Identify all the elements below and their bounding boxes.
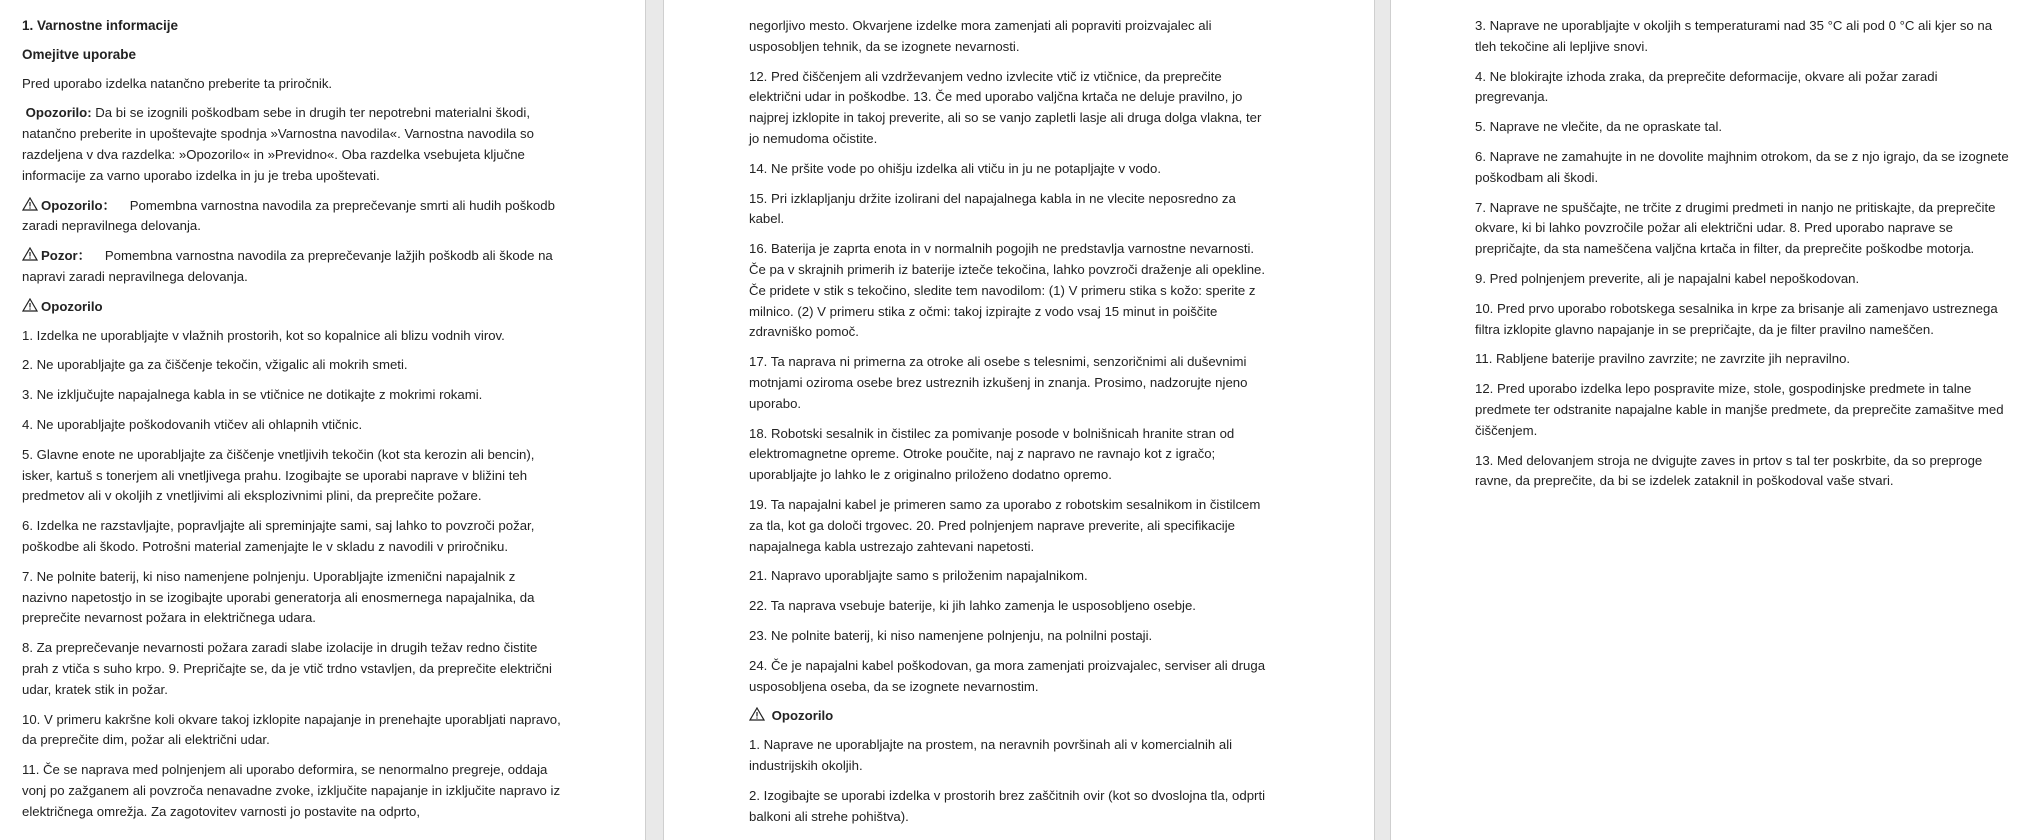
- page-1-column: [22, 16, 562, 832]
- list-item: 11. Rabljene baterije pravilno zavrzite; ne zavrzite jih nepravilno.: [1475, 351, 1851, 367]
- list-item: 1. Izdelka ne uporabljajte v vlažnih prostorih, kot so kopalnice ali blizu vodnih virov.: [22, 327, 505, 343]
- definition-warning: [22, 196, 562, 238]
- list-item: 8. Za preprečevanje nevarnosti požara zaradi slabe izolacije in drugih težav redno čistite prah z vtiča s suho krpo. 9. Prepričajte se, da je vtič trdno vstavljen, da preprečite električni udar, kratek stik in požar.: [22, 640, 552, 697]
- list-item: 18. Robotski sesalnik in čistilec za pomivanje posode v bolnišnicah hranite stran od elektromagnetne opreme. Otroke poučite, naj z napravo ne ravnajo kot z igračo; uporabljajte jo lahko le z originalno priloženo dodatno opremo.: [749, 425, 1235, 483]
- list-item: 6. Naprave ne zamahujte in ne dovolite majhnim otrokom, da se z njo igrajo, da se izognete poškodbam ali škodi.: [1475, 148, 2009, 185]
- subsection-title: Omejitve uporabe: [22, 46, 137, 62]
- page-3-column: [1475, 16, 2010, 501]
- list-item: 3. Naprave ne uporabljajte v okoljih s temperaturami nad 35 °C ali pod 0 °C ali kjer so na tleh tekočine ali lepljive snovi.: [1475, 18, 1993, 54]
- list-item: 13. Med delovanjem stroja ne dvigujte zaves in prtov s tal ter poskrbite, da so preproge ravne, da preprečite, da bi se izdelek zataknil in poškodoval vaše stvari.: [1475, 452, 1983, 489]
- warning-text: Da bi se izognili poškodbam sebe in drugih ter nepotrebni materialni škodi, natančno preberite in upoštevajte spodnja »Varnostna navodila«. Varnostna navodila so razdeljena v dva razdelka: »Opozorilo« in »Previdno«. Oba razdelka vsebujeta ključne informacije za varno uporabo izdelka in ju je treba upoštevati.: [22, 105, 534, 183]
- section-title: 1. Varnostne informacije: [22, 18, 179, 33]
- list-item: 9. Pred polnjenjem preverite, ali je napajalni kabel nepoškodovan.: [1475, 270, 1860, 286]
- definition-warning-text: Pomembna varnostna navodila za preprečevanje smrti ali hudih poškodb zaradi nepravilnega delovanja.: [22, 197, 555, 234]
- list-item: 10. Pred prvo uporabo robotskega sesalnika in krpe za brisanje ali zamenjavo ustreznega filtra izklopite glavno napajanje in se prepričajte, da je filter pravilno nameščen.: [1475, 300, 1998, 337]
- list-item: 6. Izdelka ne razstavljajte, popravljajte ali spreminjajte sami, saj lahko to povzroči požar, poškodbe ali škodo. Potrošni material zamenjajte le v skladu z navodili v priročniku.: [22, 518, 535, 554]
- page-2-column: [749, 16, 1269, 836]
- list-item: 11. Če se naprava med polnjenjem ali uporabo deformira, se nenormalno pregreje, oddaja vonj po zažganem ali povzroča nenavadne zvoke, izključite napajanje in izključite napravo iz električnega omrežja. Za zagotovitev varnosti jo postavite na odprto,: [22, 762, 561, 819]
- list-item: 2. Ne uporabljajte ga za čiščenje tekočin, vžigalic ali mokrih smeti.: [22, 357, 408, 373]
- warning-section-heading: Opozorilo: [749, 706, 1269, 727]
- document-page-2: [663, 0, 1375, 840]
- warning-triangle-icon: [22, 298, 38, 312]
- intro-paragraph: Pred uporabo izdelka natančno preberite ta priročnik.: [22, 75, 333, 91]
- warning-section-heading: Opozorilo: [22, 297, 562, 318]
- list-item: 4. Ne uporabljajte poškodovanih vtičev ali ohlapnih vtičnic.: [22, 416, 363, 432]
- list-item: 12. Pred čiščenjem ali vzdrževanjem vedno izvlecite vtič iz vtičnice, da preprečite električni udar in poškodbe. 13. Če med uporabo valjčna krtača ne deluje pravilno, jo najprej izklopite in takoj preverite, ali so se vanjo zapletli lasje ali druga dolga vlakna, ter jo nemudoma očistite.: [749, 68, 1262, 146]
- list-item: 5. Naprave ne vlečite, da ne opraskate tal.: [1475, 119, 1723, 135]
- list-item: 2. Izogibajte se uporabi izdelka v prostorih brez zaščitnih ovir (kot so dvoslojna tla, odprti balkoni ali strehe pohištva).: [749, 787, 1266, 824]
- list-item: 15. Pri izklapljanju držite izolirani del napajalnega kabla in ne vlecite neposredno za kabel.: [749, 190, 1236, 227]
- list-item: 22. Ta naprava vsebuje baterije, ki jih lahko zamenja le usposobljeno osebje.: [749, 598, 1196, 614]
- definition-caution-text: Pomembna varnostna navodila za preprečevanje lažjih poškodb ali škode na napravi zaradi nepravilnega delovanja.: [22, 248, 553, 284]
- list-item: 7. Naprave ne spuščajte, ne trčite z drugimi predmeti in nanjo ne pritiskajte, da preprečite okvare, ki bi lahko povzročile požar ali električni udar. 8. Pred uporabo naprave se prepričajte, da sta nameščena valjčna krtača in filter, da preprečite poškodbe motorja.: [1475, 199, 1996, 257]
- list-item: 7. Ne polnite baterij, ki niso namenjene polnjenju. Uporabljajte izmenični napajalnik z nazivno napetostjo in se izogibajte uporabi generatorja ali enosmernega napajalnika, da preprečite nevarnost požara in električnega udara.: [22, 568, 535, 626]
- warning-label: Opozorilo:: [25, 105, 92, 121]
- warning-triangle-icon: [22, 197, 38, 211]
- document-page-1: [0, 0, 646, 840]
- list-item: 19. Ta napajalni kabel je primeren samo za uporabo z robotskim sesalnikom in čistilcem za tla, kot ga določi trgovec. 20. Pred polnjenjem naprave preverite, ali specifikacije napajalnega kabla ustrezajo zahtevani napetosti.: [749, 496, 1261, 554]
- list-item: negorljivo mesto. Okvarjene izdelke mora zamenjati ali popraviti proizvajalec ali usposobljen tehnik, da se izognete nevarnosti.: [749, 18, 1212, 54]
- warning-triangle-icon: [749, 707, 765, 721]
- list-item: 24. Če je napajalni kabel poškodovan, ga mora zamenjati proizvajalec, serviser ali druga usposobljena oseba, da se izognete nevarnostim.: [749, 657, 1266, 694]
- definition-caution-label: Pozor：: [41, 248, 91, 264]
- definition-warning-label: Opozorilo：: [41, 197, 116, 213]
- list-item: 23. Ne polnite baterij, ki niso namenjene polnjenju, na polnilni postaji.: [749, 627, 1153, 643]
- list-item: 10. V primeru kakršne koli okvare takoj izklopite napajanje in prenehajte uporabljati napravo, da preprečite dim, požar ali električni udar.: [22, 711, 561, 748]
- list-item: 12. Pred uporabo izdelka lepo pospravite mize, stole, gospodinjske predmete in talne predmete ter odstranite napajalne kable in manjše predmete, da preprečite zamašitve med čiščenjem.: [1475, 381, 2004, 438]
- list-item: 17. Ta naprava ni primerna za otroke ali osebe s telesnimi, senzoričnimi ali duševnimi motnjami oziroma osebe brez ustreznih izkušenj in znanja. Prosimo, nadzorujte njeno uporabo.: [749, 354, 1248, 411]
- warning-paragraph: [22, 103, 562, 186]
- list-item: 1. Naprave ne uporabljajte na prostem, na neravnih površinah ali v komercialnih ali industrijskih okoljih.: [749, 737, 1233, 773]
- warning-triangle-icon: [22, 247, 38, 261]
- list-item: 14. Ne pršite vode po ohišju izdelka ali vtiču in ju ne potapljajte v vodo.: [749, 160, 1161, 176]
- list-item: 5. Glavne enote ne uporabljajte za čiščenje vnetljivih tekočin (kot sta kerozin ali bencin), isker, kartuš s tonerjem ali vnetljivega prahu. Izogibajte se uporabi naprave v bližini teh predmetov ali v okoljih z vnetljivimi ali eksplozivnimi plini, da preprečite požare.: [22, 446, 535, 504]
- list-item: 3. Ne izključujte napajalnega kabla in se vtičnice ne dotikajte z mokrimi rokami.: [22, 387, 483, 403]
- list-item: 4. Ne blokirajte izhoda zraka, da preprečite deformacije, okvare ali požar zaradi pregrevanja.: [1475, 68, 1938, 105]
- list-item: 21. Napravo uporabljajte samo s priloženim napajalnikom.: [749, 568, 1088, 584]
- definition-caution: [22, 246, 562, 288]
- list-item: 16. Baterija je zaprta enota in v normalnih pogojih ne predstavlja varnostne nevarnosti. Če pa v skrajnih primerih iz baterije izteče tekočina, lahko povzroči draženje ali opekline. Če pridete v stik s tekočino, sledite tem navodilom: (1) V primeru stika s kožo: sperite z milnico. (2) V primeru stika z očmi: takoj izpirajte z vodo vsaj 15 minut in poiščite zdravniško pomoč.: [749, 241, 1266, 340]
- document-page-3: [1390, 0, 2041, 840]
